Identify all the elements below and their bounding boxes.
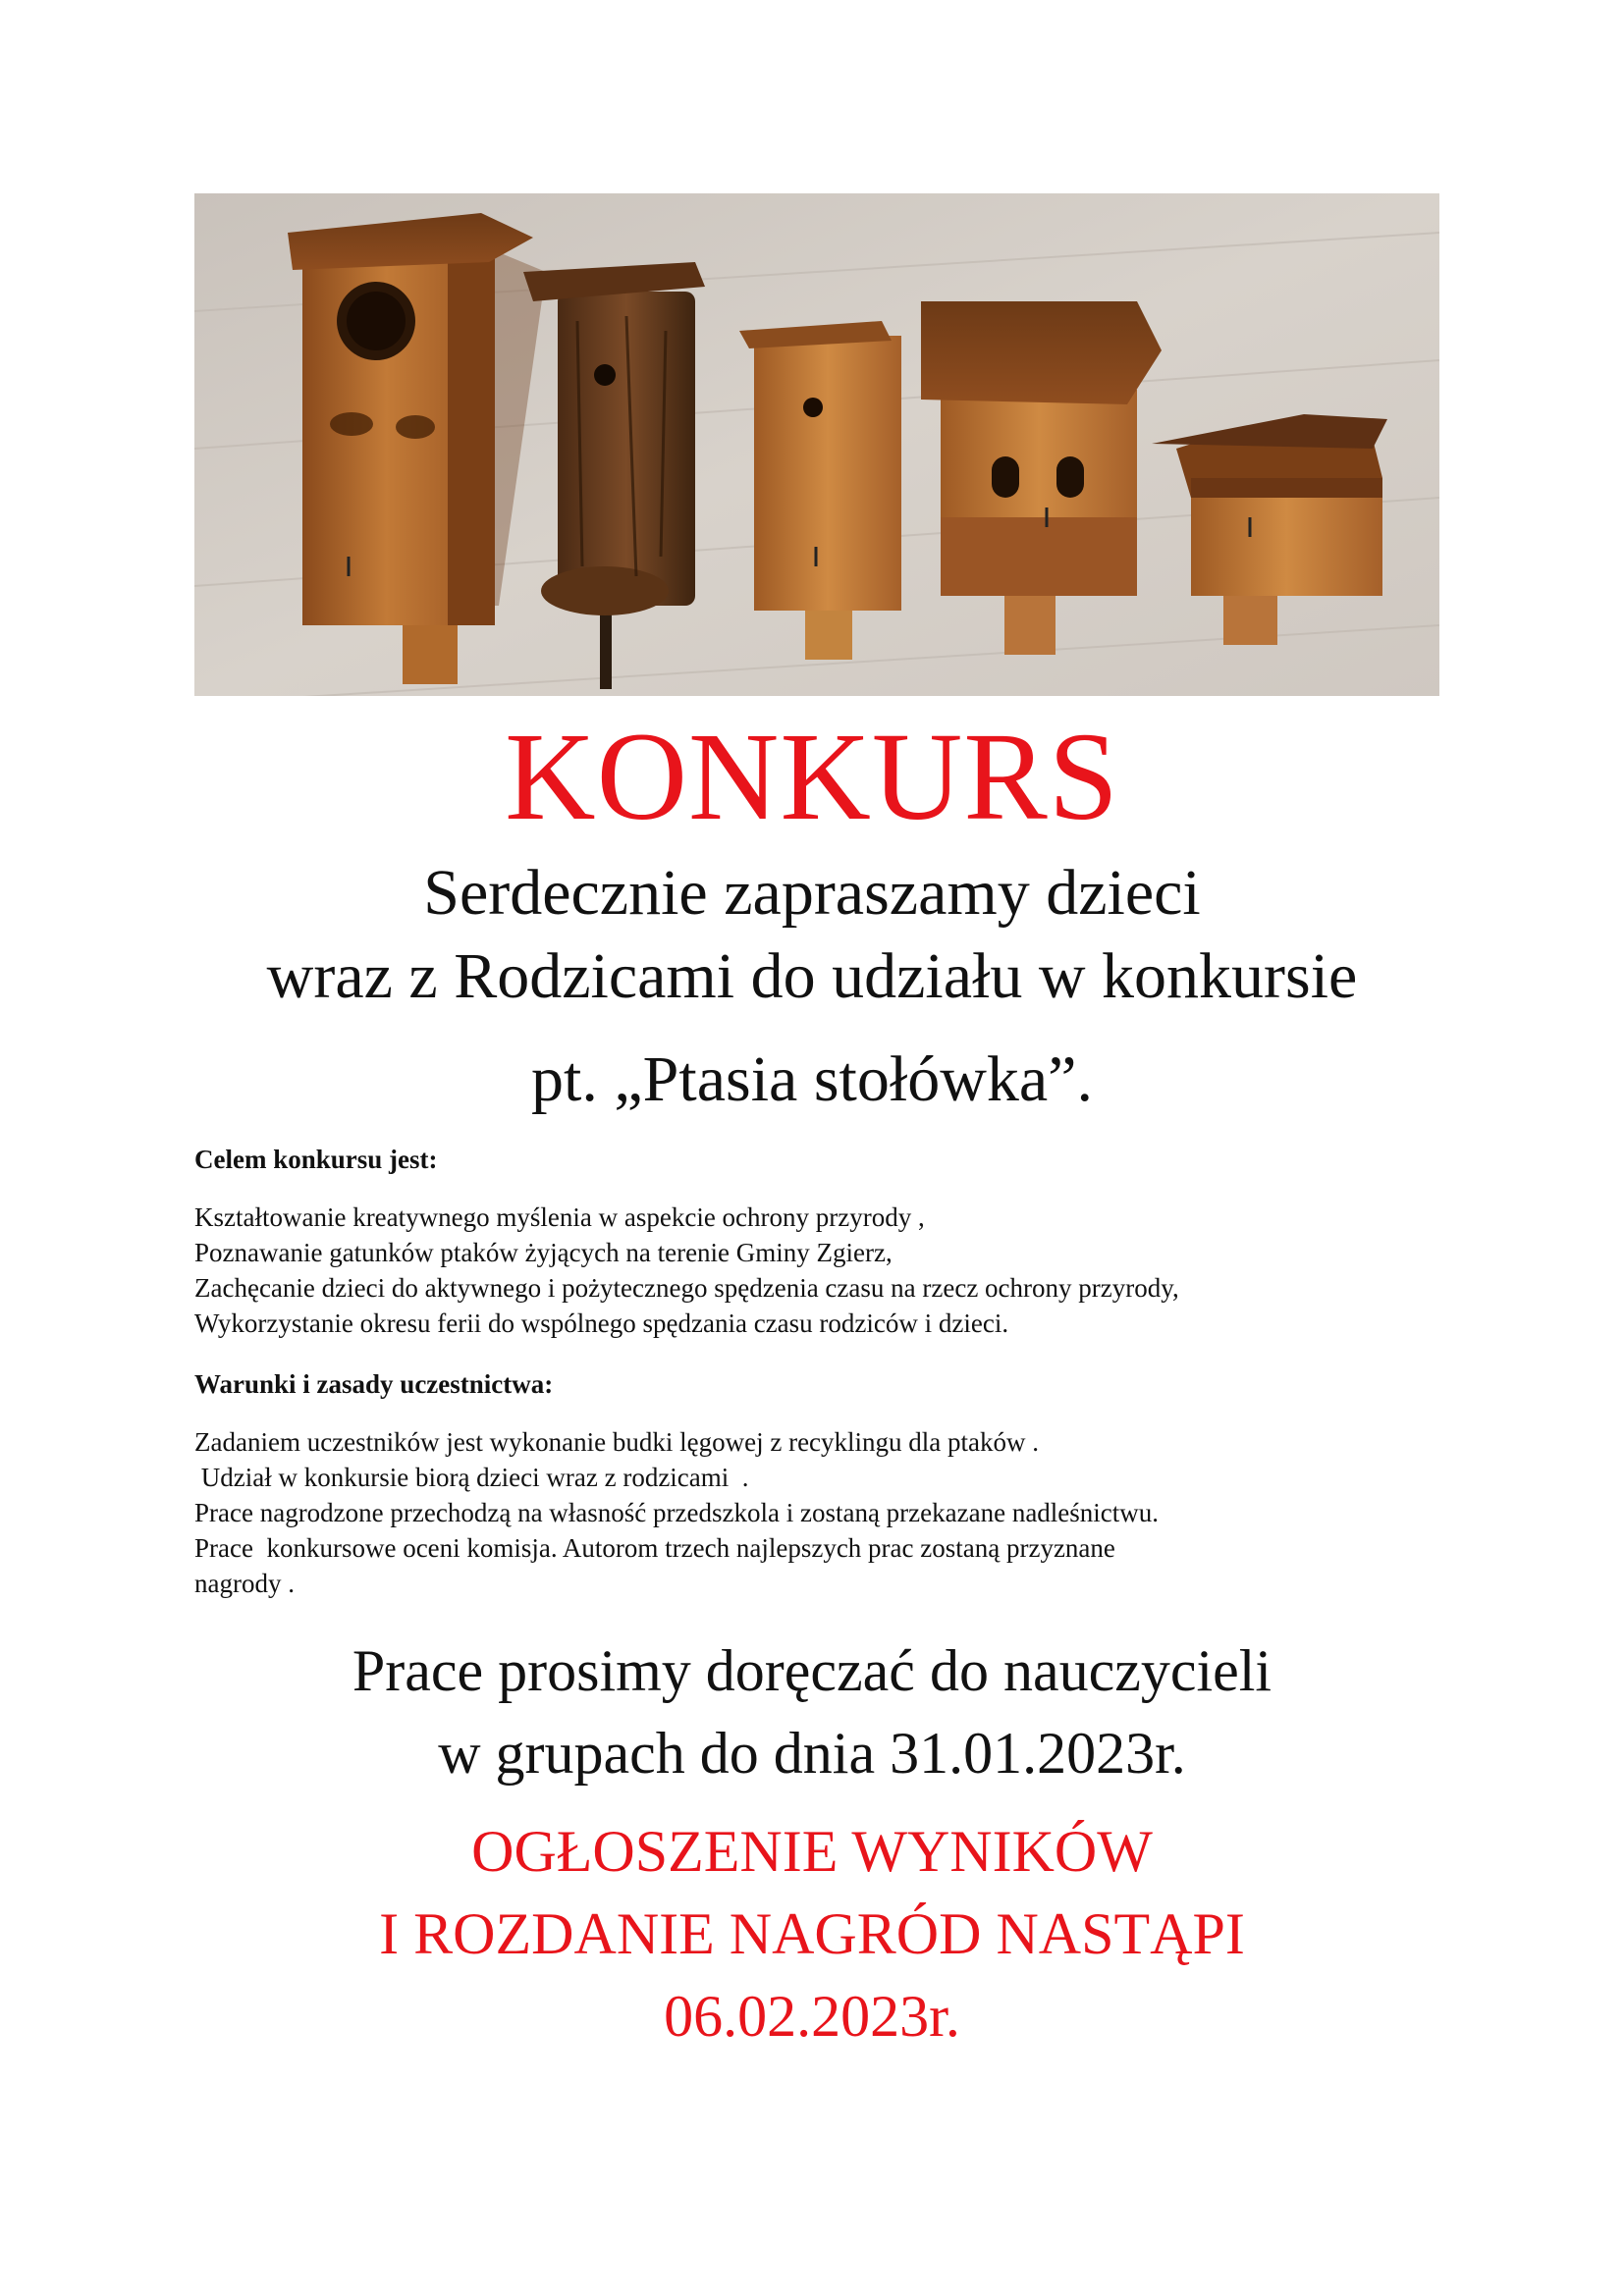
goal-item-4: Wykorzystanie okresu ferii do wspólnego spędzania czasu rodziców i dzieci. [194, 1308, 1009, 1338]
goal-item-2: Poznawanie gatunków ptaków żyjących na terenie Gminy Zgierz, [194, 1238, 893, 1267]
goal-item-1: Kształtowanie kreatywnego myślenia w aspekcie ochrony przyrody , [194, 1202, 925, 1232]
results-line-1: OGŁOSZENIE WYNIKÓW [471, 1819, 1153, 1884]
rule-item-1: Zadaniem uczestników jest wykonanie budki lęgowej z recyklingu dla ptaków . [194, 1427, 1040, 1457]
goals-list [194, 1200, 1451, 1341]
rule-item-3: Prace nagrodzone przechodzą na własność przedszkola i zostaną przekazane nadleśnictwu. [194, 1498, 1160, 1527]
deliver-line-2: w grupach do dnia 31.01.2023r. [438, 1721, 1186, 1786]
deliver-line-1: Prace prosimy doręczać do nauczycieli [352, 1638, 1272, 1703]
rule-item-2: Udział w konkursie biorą dzieci wraz z rodzicami . [194, 1463, 749, 1492]
goal-item-3: Zachęcanie dzieci do aktywnego i pożytecznego spędzenia czasu na rzecz ochrony przyrody, [194, 1273, 1179, 1303]
rules-list [194, 1424, 1451, 1601]
birdhouse-3 [739, 321, 901, 660]
invite-line-1: Serdecznie zapraszamy dzieci [423, 857, 1201, 929]
results-line-2: I ROZDANIE NAGRÓD NASTĄPI [379, 1901, 1245, 1966]
contest-title: KONKURS [505, 707, 1119, 846]
rule-item-4: Prace konkursowe oceni komisja. Autorom trzech najlepszych prac zostaną przyznane [194, 1533, 1115, 1563]
goals-heading: Celem konkursu jest: [194, 1145, 438, 1174]
rules-heading: Warunki i zasady uczestnictwa: [194, 1369, 554, 1399]
results-line-3: 06.02.2023r. [664, 1984, 960, 2049]
birdhouses-illustration [194, 193, 1439, 696]
invite-line-2: wraz z Rodzicami do udziału w konkursie [266, 940, 1358, 1012]
birdhouses-photo [194, 193, 1439, 696]
invite-line-3: pt. „Ptasia stołówka”. [531, 1043, 1093, 1115]
rule-item-5: nagrody . [194, 1569, 295, 1598]
